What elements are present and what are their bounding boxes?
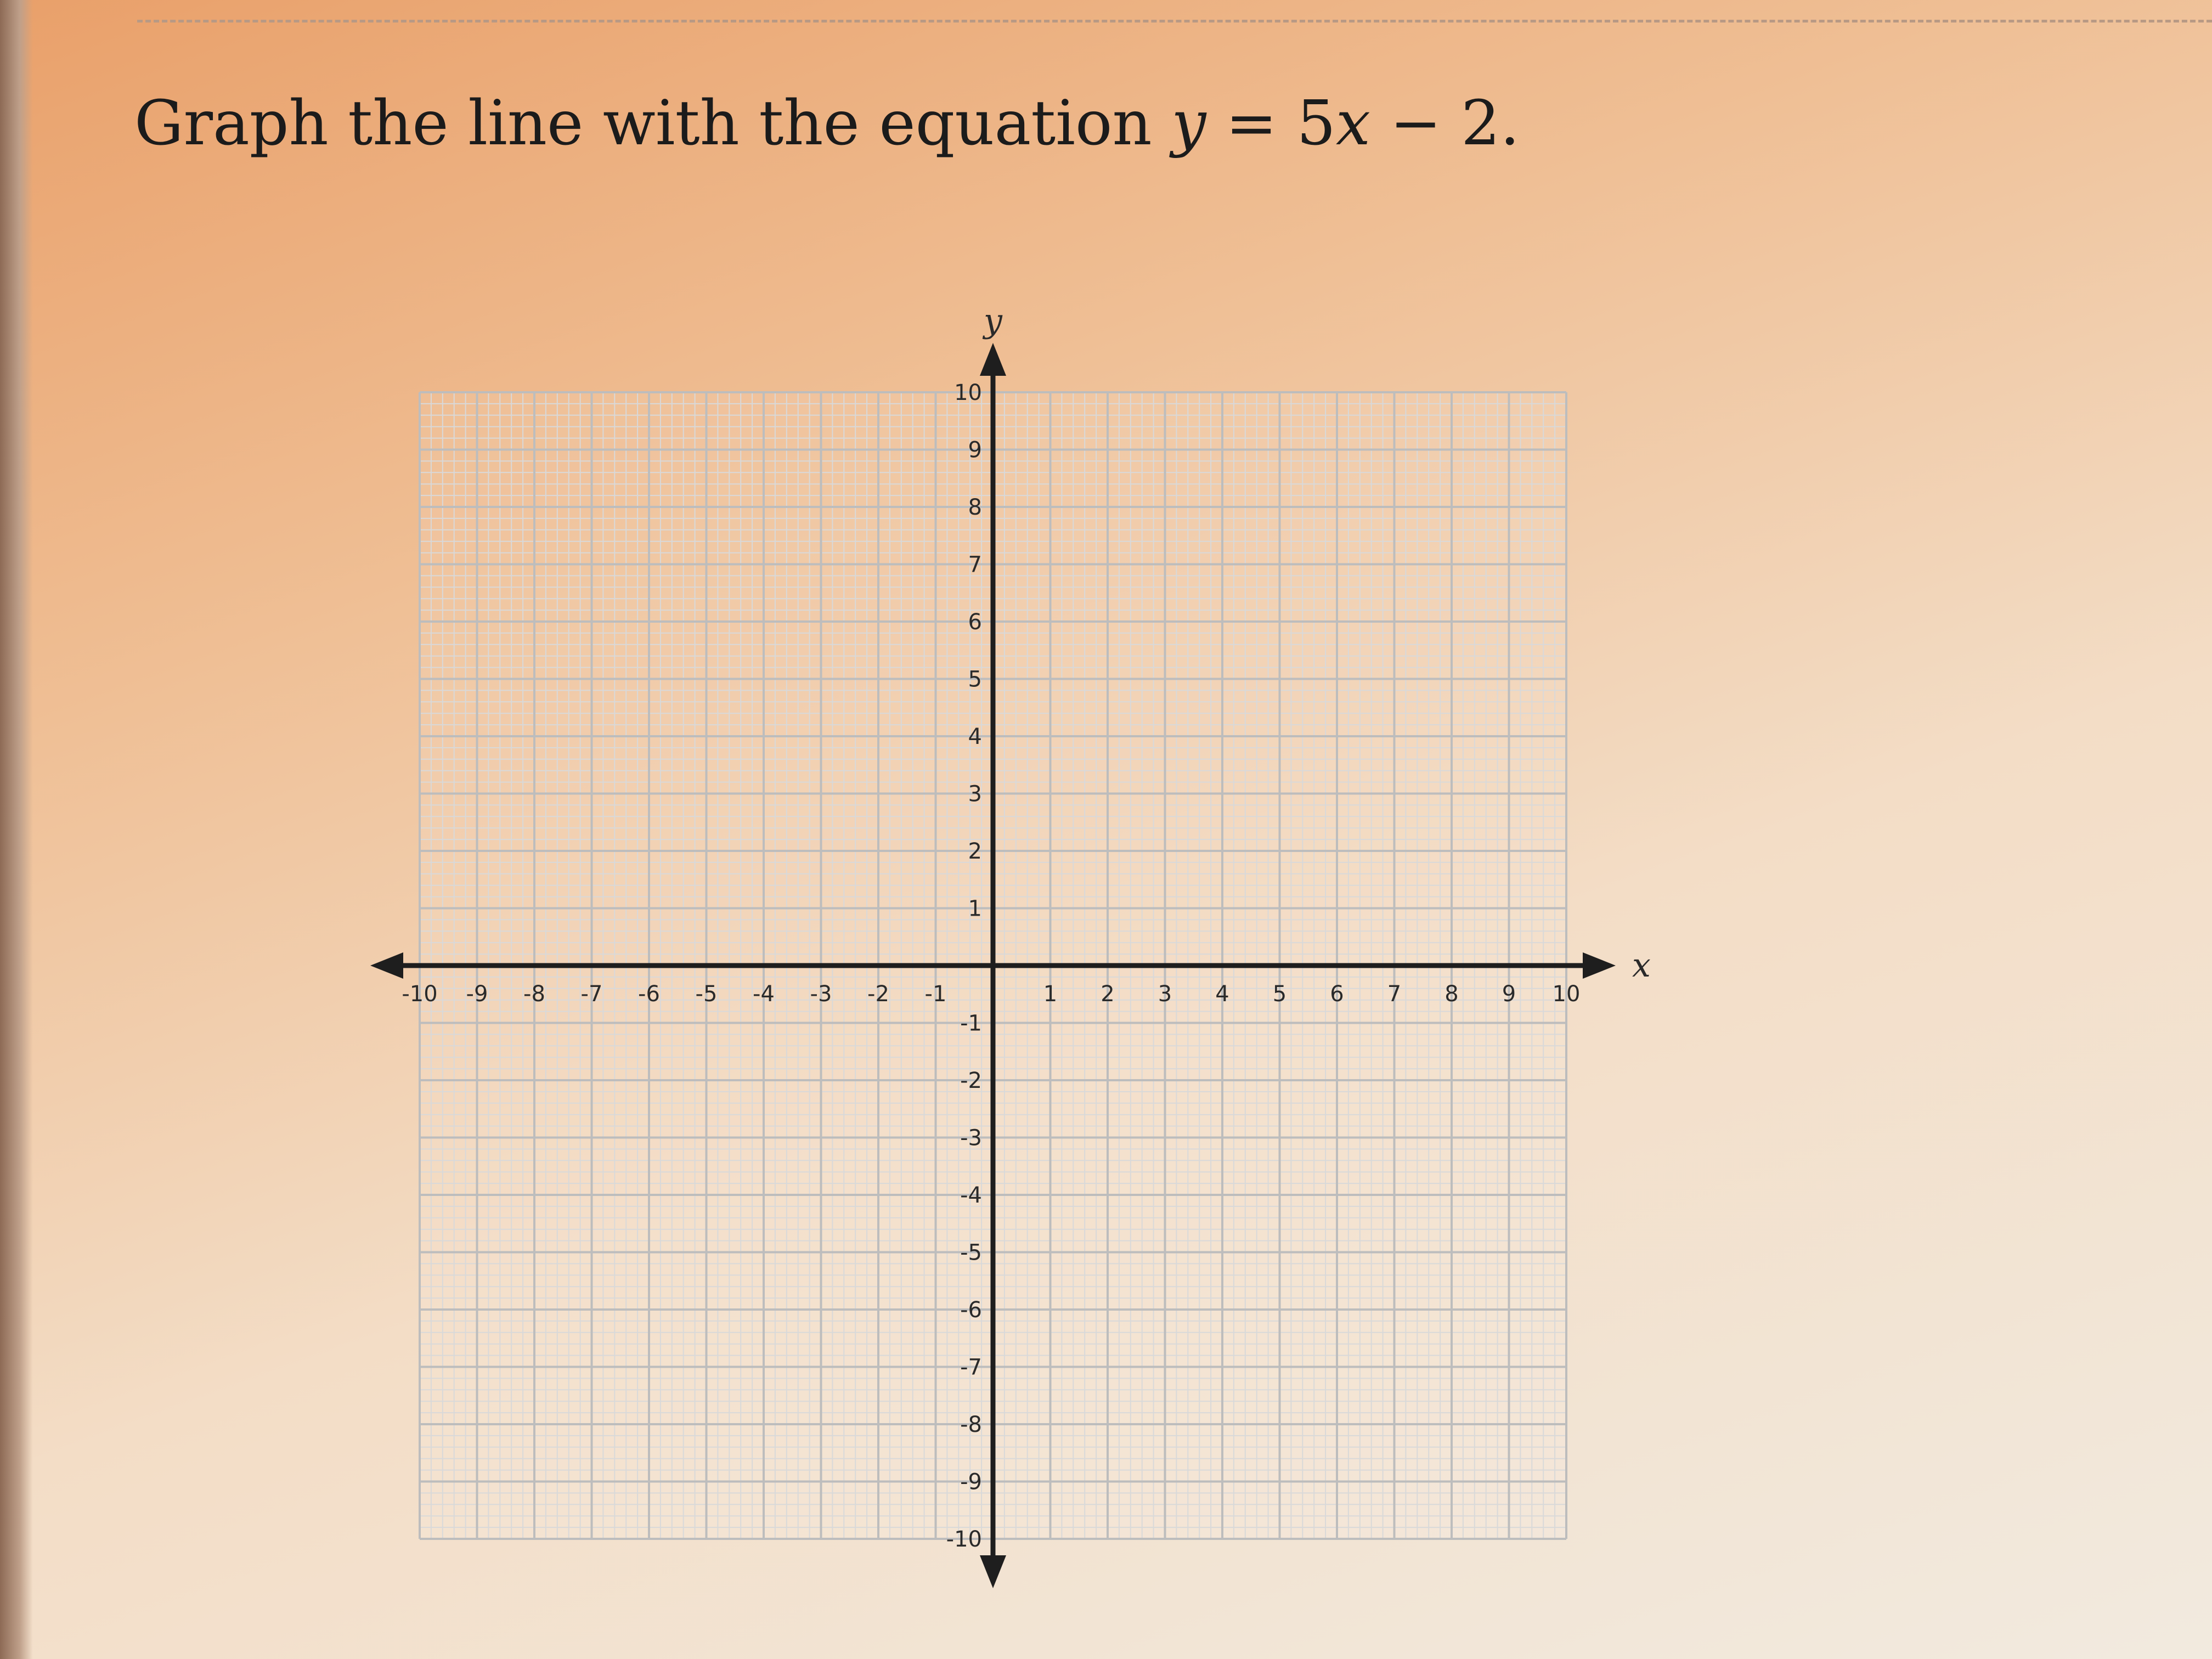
- x-tick-label: -6: [638, 981, 660, 1007]
- y-axis-down-arrow-icon: [980, 1555, 1006, 1588]
- y-tick-label: 4: [968, 724, 982, 749]
- equation-var-y: y: [1171, 88, 1206, 159]
- x-tick-label: -7: [580, 981, 603, 1007]
- x-tick-label: 2: [1101, 981, 1115, 1007]
- y-tick-label: 9: [968, 437, 982, 463]
- x-axis-right-arrow-icon: [1583, 952, 1616, 979]
- y-tick-label: 5: [968, 667, 982, 692]
- x-axis-label: x: [1632, 946, 1651, 985]
- x-tick-label: 8: [1444, 981, 1459, 1007]
- y-tick-label: -3: [960, 1125, 982, 1151]
- x-tick-label: -10: [402, 981, 438, 1007]
- x-tick-label: 10: [1552, 981, 1581, 1007]
- y-axis-label: y: [984, 302, 1002, 340]
- y-tick-label: 8: [968, 495, 982, 520]
- x-axis-left-arrow-icon: [370, 952, 403, 979]
- x-tick-label: 7: [1387, 981, 1402, 1007]
- y-tick-label: 10: [954, 380, 982, 405]
- x-tick-label: -2: [867, 981, 889, 1007]
- y-tick-label: 7: [968, 552, 982, 578]
- y-tick-label: -2: [960, 1068, 982, 1093]
- y-tick-label: -7: [960, 1355, 982, 1380]
- x-tick-label: -9: [466, 981, 488, 1007]
- x-tick-label: 5: [1272, 981, 1287, 1007]
- question-prefix: Graph the line with the equation: [134, 88, 1152, 159]
- x-tick-label: 3: [1158, 981, 1172, 1007]
- x-tick-label: 4: [1215, 981, 1229, 1007]
- y-axis-up-arrow-icon: [980, 343, 1006, 376]
- x-tick-label: 9: [1502, 981, 1516, 1007]
- x-tick-label: 1: [1043, 981, 1058, 1007]
- y-tick-label: 3: [968, 781, 982, 807]
- equation-minus: −: [1390, 88, 1442, 159]
- x-tick-label: -1: [924, 981, 947, 1007]
- y-tick-label: -6: [960, 1297, 982, 1323]
- y-tick-label: -10: [946, 1527, 982, 1552]
- x-tick-label: -5: [695, 981, 718, 1007]
- x-tick-label: -4: [753, 981, 775, 1007]
- y-tick-label: -1: [960, 1011, 982, 1036]
- equation-constant: 2: [1461, 88, 1500, 159]
- equation-var-x: x: [1335, 88, 1371, 159]
- equation-equals: =: [1226, 88, 1277, 159]
- y-tick-label: -4: [960, 1183, 982, 1208]
- y-tick-label: -8: [960, 1412, 982, 1437]
- x-tick-label: -3: [810, 981, 832, 1007]
- equation-coefficient: 5: [1296, 88, 1336, 159]
- y-tick-label: 2: [968, 839, 982, 864]
- y-tick-label: 6: [968, 610, 982, 635]
- y-tick-label: -9: [960, 1469, 982, 1495]
- equation-period: .: [1500, 88, 1520, 159]
- x-tick-label: -8: [523, 981, 545, 1007]
- y-tick-label: 1: [968, 896, 982, 922]
- x-tick-label: 6: [1330, 981, 1344, 1007]
- y-tick-label: -5: [960, 1240, 982, 1266]
